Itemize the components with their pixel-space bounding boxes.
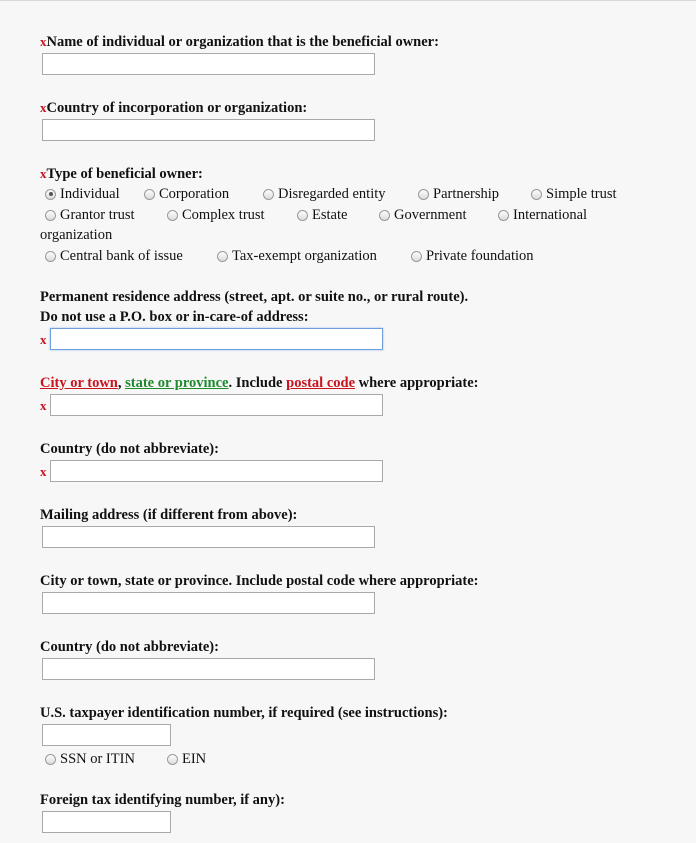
radio-corporation[interactable]: Corporation	[144, 185, 229, 203]
mailing-address-label: Mailing address (if different from above):	[40, 507, 298, 523]
radio-tax-exempt[interactable]: Tax-exempt organization	[217, 247, 377, 265]
beneficial-owner-name-input[interactable]	[42, 53, 375, 75]
mailing-city-input[interactable]	[42, 592, 375, 614]
radio-icon	[144, 189, 155, 200]
radio-simple-trust[interactable]: Simple trust	[531, 185, 617, 203]
city-or-town-link[interactable]: City or town	[40, 375, 118, 391]
radio-private-foundation[interactable]: Private foundation	[411, 247, 534, 265]
mailing-city-label: City or town, state or province. Include postal code where appropriate:	[40, 573, 479, 589]
radio-icon	[45, 754, 56, 765]
radio-partnership[interactable]: Partnership	[418, 185, 499, 203]
radio-icon	[263, 189, 274, 200]
radio-ssn-itin[interactable]: SSN or ITIN	[45, 750, 135, 768]
radio-complex-trust[interactable]: Complex trust	[167, 206, 265, 224]
owner-type-label: xType of beneficial owner:	[40, 166, 203, 182]
us-tin-input[interactable]	[42, 724, 171, 746]
mailing-country-label: Country (do not abbreviate):	[40, 639, 219, 655]
required-marker: x	[40, 398, 47, 413]
required-marker: x	[40, 100, 47, 115]
required-marker: x	[40, 464, 47, 479]
beneficial-owner-name-label: xName of individual or organization that is the beneficial owner:	[40, 34, 439, 50]
radio-icon	[167, 210, 178, 221]
radio-estate[interactable]: Estate	[297, 206, 347, 224]
permanent-country-input[interactable]	[50, 460, 383, 482]
state-or-province-link[interactable]: state or province	[125, 375, 229, 391]
required-marker: x	[40, 34, 47, 49]
required-marker: x	[40, 332, 47, 347]
radio-icon	[45, 251, 56, 262]
foreign-tin-label: Foreign tax identifying number, if any):	[40, 792, 285, 808]
radio-icon	[167, 754, 178, 765]
radio-icon	[418, 189, 429, 200]
permanent-address-label-line1: Permanent residence address (street, apt. or suite no., or rural route).	[40, 289, 469, 305]
radio-icon	[45, 210, 56, 221]
permanent-country-label: Country (do not abbreviate):	[40, 441, 219, 457]
country-of-incorporation-input[interactable]	[42, 119, 375, 141]
radio-central-bank[interactable]: Central bank of issue	[45, 247, 183, 265]
radio-disregarded-entity[interactable]: Disregarded entity	[263, 185, 386, 203]
top-divider	[0, 0, 696, 1]
mailing-address-input[interactable]	[42, 526, 375, 548]
radio-icon	[498, 210, 509, 221]
radio-icon	[531, 189, 542, 200]
radio-selected-icon	[45, 189, 56, 200]
country-of-incorporation-label: xCountry of incorporation or organization:	[40, 100, 308, 116]
permanent-address-label-line2: Do not use a P.O. box or in-care-of address:	[40, 309, 309, 325]
us-tin-label: U.S. taxpayer identification number, if required (see instructions):	[40, 705, 448, 721]
postal-code-link[interactable]: postal code	[286, 375, 355, 391]
permanent-address-input[interactable]	[50, 328, 383, 350]
radio-icon	[297, 210, 308, 221]
mailing-country-input[interactable]	[42, 658, 375, 680]
foreign-tin-input[interactable]	[42, 811, 171, 833]
radio-grantor-trust[interactable]: Grantor trust	[45, 206, 135, 224]
radio-individual[interactable]: Individual	[45, 185, 120, 203]
radio-government[interactable]: Government	[379, 206, 466, 224]
radio-international-organization[interactable]: International	[498, 206, 587, 224]
radio-icon	[411, 251, 422, 262]
radio-icon	[379, 210, 390, 221]
city-state-postal-label: City or town, state or province. Include postal code where appropriate:	[40, 375, 479, 391]
permanent-city-input[interactable]	[50, 394, 383, 416]
radio-ein[interactable]: EIN	[167, 750, 206, 768]
international-organization-continuation: organization	[40, 227, 113, 243]
radio-icon	[217, 251, 228, 262]
required-marker: x	[40, 166, 47, 181]
